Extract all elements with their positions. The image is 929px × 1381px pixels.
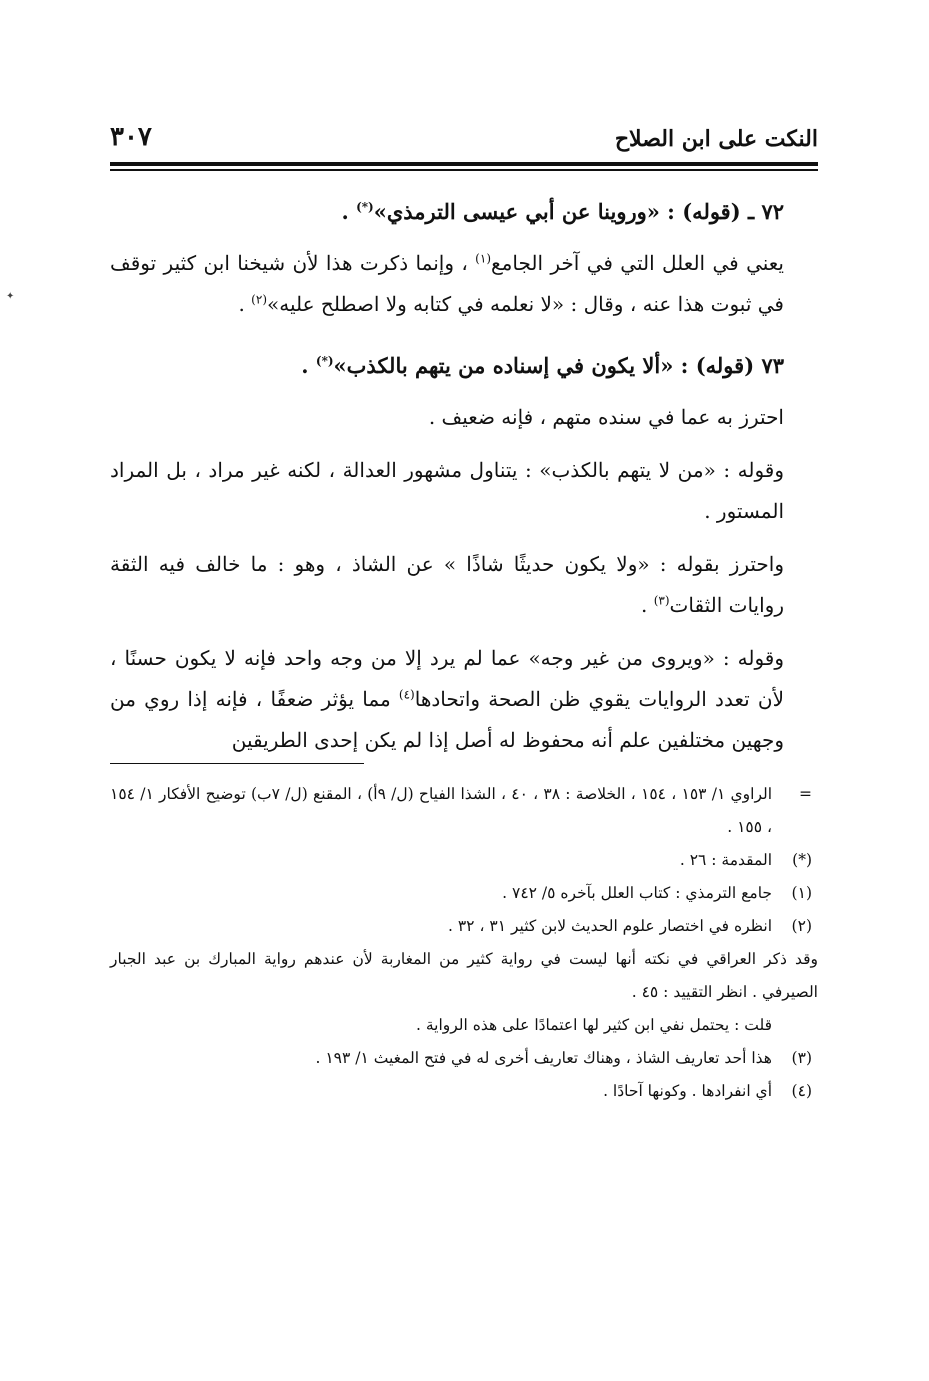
footnote-continuation — [110, 778, 818, 844]
paragraph-1-text-a: يعني في العلل التي في آخر الجامع — [491, 250, 784, 275]
footnote-continuation-text: الراوي ١/ ١٥٣ ، ١٥٤ ، الخلاصة : ٣٨ ، ٤٠ ، الشذا الفياح (ل/ ٩أ) ، المقنع (ل/ ٧ب) توضيح الأفكار ١/ ١٥٤ ، ١٥٥ . — [110, 785, 773, 836]
page-number: ٣٠٧ — [110, 122, 152, 152]
footnote-ref-4: (٤) — [398, 686, 415, 701]
header-rule-thick — [110, 162, 818, 166]
footnote-star-text: المقدمة : ٢٦ . — [679, 851, 772, 869]
footnote-4 — [110, 1075, 818, 1108]
footnote-1 — [110, 877, 818, 910]
footnote-star — [110, 844, 818, 877]
paragraph-4-text-b: . — [641, 592, 654, 617]
entry-72-heading-end: . — [341, 198, 357, 224]
footnote-4-mark: (٤) — [791, 1082, 812, 1100]
entry-73-heading-text: ٧٣ (قوله) : «ألا يكون في إسناده من يتهم بالكذب» — [333, 352, 784, 378]
paragraph-5-text-a: وقوله : «ويروى من غير وجه» عما لم يرد إلا من وجه واحد فإنه لا يكون حسنًا ، لأن تعدد الروايات يقوي ظن الصحة واتحادها — [110, 645, 784, 711]
entry-73-heading-end: . — [301, 352, 316, 378]
footnote-1-text: جامع الترمذي : كتاب العلل بآخره ٥/ ٧٤٢ . — [502, 884, 772, 902]
footnote-3 — [110, 1042, 818, 1075]
book-page — [110, 118, 818, 1108]
footnote-2 — [110, 910, 818, 943]
paragraph-5 — [110, 638, 818, 761]
paragraph-4-text-a: واحترز بقوله : «ولا يكون حديثًا شاذًا » عن الشاذ ، وهو : ما خالف فيه الثقة روايات الثقات — [110, 551, 784, 617]
paragraph-5-text-b: مما يؤثر ضعفًا ، فإنه إذا روي من وجهين مختلفين علم أنه محفوظ له أصل إذا لم يكن إحدى الطريقين — [110, 686, 784, 752]
header-title: النكت على ابن الصلاح — [614, 126, 818, 152]
entry-73-heading-mark: (*) — [315, 353, 334, 368]
footnote-3-text: هذا أحد تعاريف الشاذ ، وهناك تعاريف أخرى له في فتح المغيث ١/ ١٩٣ . — [315, 1049, 772, 1067]
footnotes — [110, 778, 818, 1108]
footnote-separator — [110, 763, 364, 765]
footnote-2-mark: (٢) — [791, 917, 812, 935]
header-rule-thin — [110, 169, 818, 171]
footnote-4-text: أي انفرادها . وكونها آحادًا . — [603, 1082, 772, 1100]
paragraph-2: احترز به عما في سنده متهم ، فإنه ضعيف . — [428, 404, 784, 429]
paragraph-3: وقوله : «من لا يتهم بالكذب» : يتناول مشهور العدالة ، لكنه غير مراد ، بل المراد المستور . — [110, 457, 784, 523]
entry-73-heading — [110, 347, 818, 385]
entry-72-heading-text: ٧٢ ـ (قوله) : «وروينا عن أبي عيسى الترمذي» — [373, 198, 784, 224]
footnote-2-note: قلت : يحتمل نفي ابن كثير لها اعتمادًا على هذه الرواية . — [415, 1016, 772, 1034]
entry-72-heading-mark: (*) — [356, 199, 374, 214]
entry-72-heading — [110, 193, 818, 231]
footnote-ref-3: (٣) — [653, 592, 670, 607]
footnote-2-extra: وقد ذكر العراقي في نكته أنها ليست في رواية كثير من المغاربة لأن عندهم رواية المبارك بن عبد الجبار الصيرفي . انظر التقييد : ٤٥ . — [110, 950, 818, 1001]
paragraph-4 — [110, 544, 818, 626]
paragraph-1 — [110, 243, 818, 325]
footnote-continuation-mark: = — [799, 785, 812, 803]
footnote-1-mark: (١) — [791, 884, 812, 902]
footnote-ref-2: (٢) — [251, 291, 267, 306]
footnote-ref-1: (١) — [475, 250, 491, 265]
footnote-3-mark: (٣) — [791, 1049, 812, 1067]
footnote-star-mark: (*) — [792, 851, 812, 869]
paragraph-1-text-c: . — [238, 291, 252, 316]
running-header — [110, 118, 818, 158]
footnote-2-text: انظره في اختصار علوم الحديث لابن كثير ٣١ ، ٣٢ . — [448, 917, 772, 935]
paragraph-1-text-b: ، وإنما ذكرت هذا لأن شيخنا ابن كثير توقف في ثبوت هذا عنه ، وقال : «لا نعلمه في كتابه ولا اصطلح عليه» — [110, 250, 784, 316]
scan-speck: ✦ — [6, 291, 15, 302]
